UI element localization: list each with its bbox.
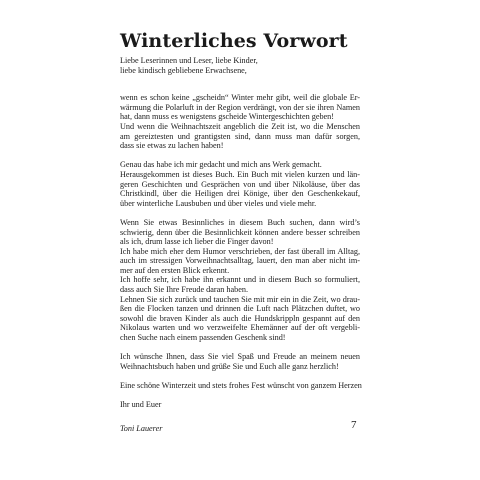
text-line: Ich habe mich eher dem Humor verschrieben, der fast überall im Alltag, [120,246,360,256]
text-line: sowohl die braven Kinder als auch die Hundskrippln gespannt auf den [120,313,360,323]
text-line: Wenn Sie etwas Besinnliches in diesem Buch suchen, dann wird’s [120,217,360,227]
text-line: wenn es schon keine „gscheidn“ Winter mehr gibt, weil die globale Er- [120,93,360,103]
paragraph-2 [120,160,360,208]
page-title: Winterliches Vorwort [120,30,348,52]
text-line: chen Suche nach einem passenden Geschenk sind! [120,333,286,343]
salutation-line: liebe kindisch gebliebene Erwachsene, [120,65,247,75]
text-line: am gereiztesten und grantigsten sind, dann muss man dafür sorgen, [120,131,360,141]
paragraph-3 [120,218,360,343]
page-number: 7 [351,419,357,431]
text-line: schwierig, denn über die Besinnlichkeit können andere besser schreiben [120,227,360,237]
closing-line: Ihr und Euer [120,400,162,410]
text-line: Christkindl, über die Heiligen drei Könige, über den Geschenkekauf, [120,189,360,199]
text-line: Nikolaus warten und wo verzweifelte Ehemänner auf der oft vergebli- [120,323,360,333]
paragraph-5 [120,381,360,391]
salutation [120,56,360,75]
paragraph-1 [120,93,360,151]
text-line: mer auf den ersten Blick erkennt. [120,265,230,275]
text-line: ßen die Flocken tanzen und drinnen die Luft nach Plätzchen duftet, wo [120,304,360,314]
text-line: auch im stressigen Vorweihnachtsalltag, lauert, den man aber nicht im- [120,256,360,266]
foreword-body [120,56,360,433]
text-line: dass sie etwas zu lachen haben! [120,141,224,151]
text-line: als ich, drum lasse ich lieber die Finger davon! [120,237,274,247]
text-line: Genau das habe ich mir gedacht und mich ans Werk gemacht. [120,160,322,170]
text-line: Ich hoffe sehr, ich habe ihn erkannt und in diesem Buch so formuliert, [120,275,360,285]
text-line: Herausgekommen ist dieses Buch. Ein Buch mit vielen kurzen und län- [120,169,360,179]
text-line: wärmung die Polarluft in der Region verdrängt, von der sie ihren Namen [120,102,360,112]
text-line: über winterliche Lausbuben und über vieles und viele mehr. [120,198,317,208]
text-line: hat, dann muss es wenigstens gscheide Wintergeschichten geben! [120,112,335,122]
text-line: Und wenn die Weihnachtszeit angeblich die Zeit ist, wo die Menschen [120,121,360,131]
closing [120,400,360,410]
text-line: dass auch Sie Ihre Freude daran haben. [120,285,248,295]
text-line: geren Geschichten und Gesprächen von und über Nikoläuse, über das [120,179,360,189]
text-line: Ich wünsche Ihnen, dass Sie viel Spaß und Freude an meinem neuen [120,352,360,362]
salutation-line: Liebe Leserinnen und Leser, liebe Kinder, [120,56,258,65]
text-line: Lehnen Sie sich zurück und tauchen Sie mit mir ein in die Zeit, wo drau- [120,294,360,304]
text-line: Weihnachtsbuch haben und grüße Sie und Euch alle ganz herzlich! [120,361,339,371]
author-signature: Toni Lauerer [120,423,163,433]
text-line: Eine schöne Winterzeit und stets frohes Fest wünscht von ganzem Herzen [120,381,362,390]
paragraph-4 [120,352,360,371]
